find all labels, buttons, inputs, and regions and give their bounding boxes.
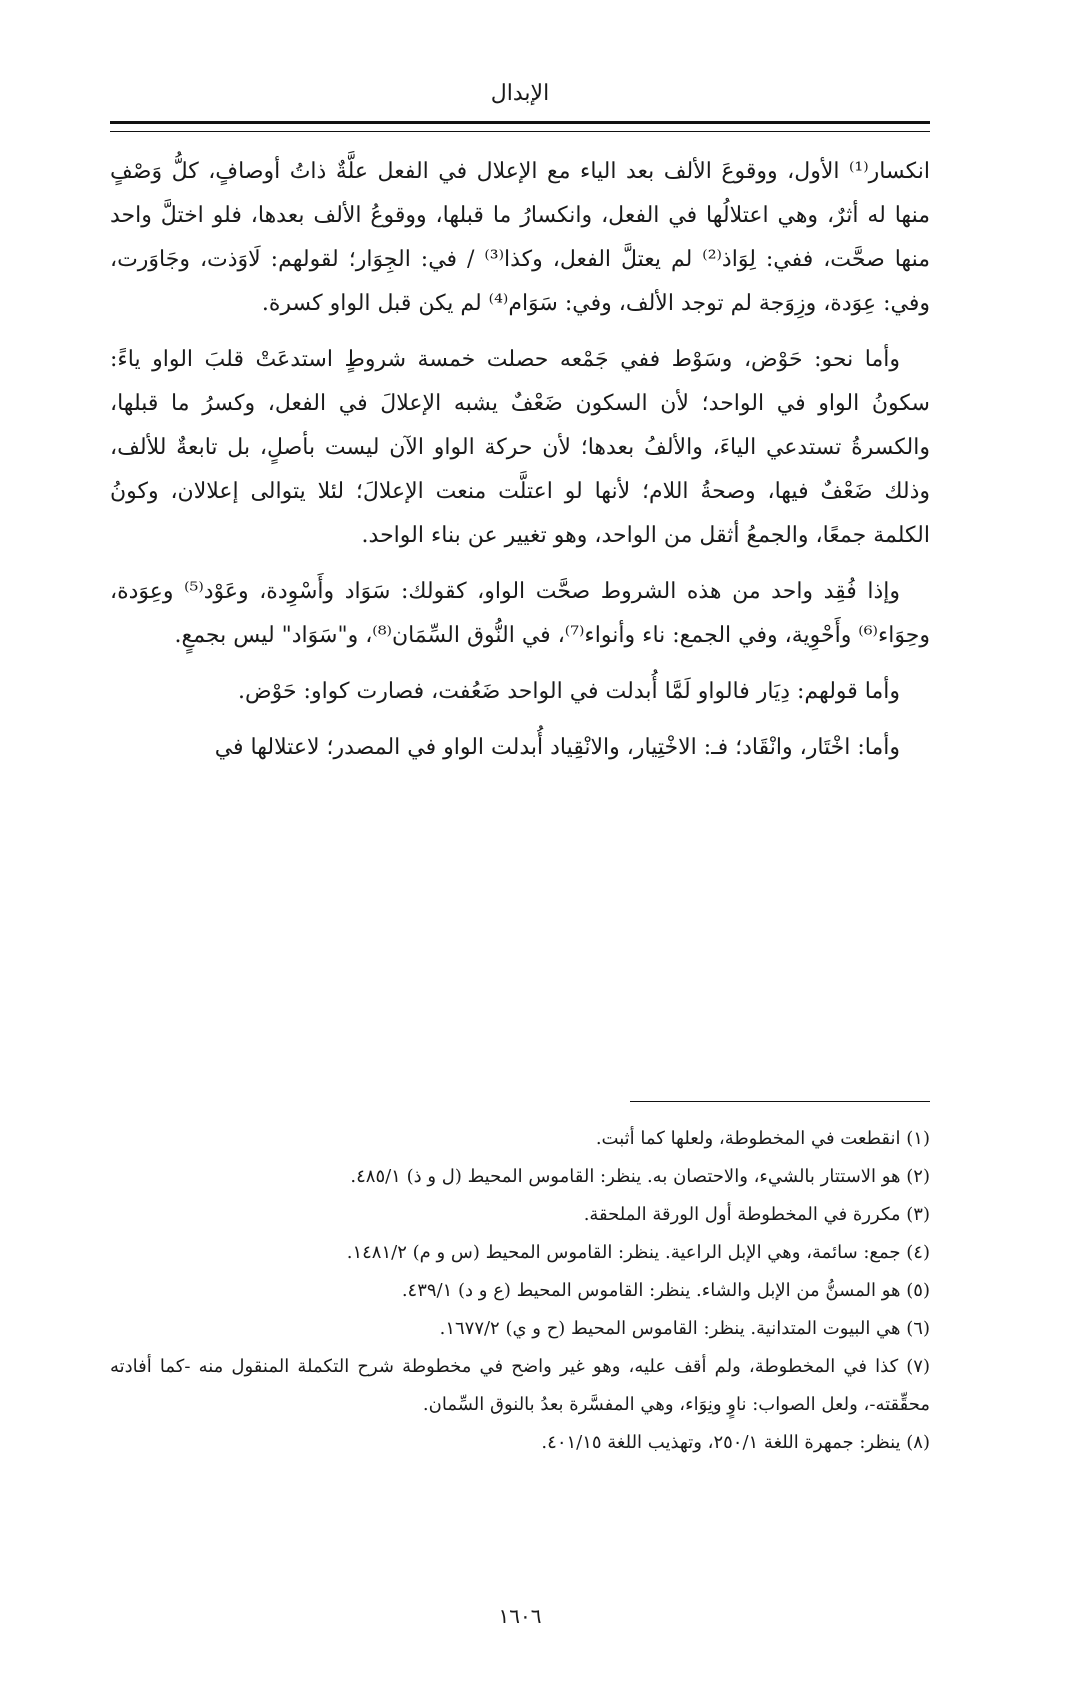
footnote: (٨) ينظر: جمهرة اللغة ٢٥٠/١، وتهذيب اللغة ٤٠١/١٥.: [541, 1432, 930, 1453]
footnotes: [110, 1120, 930, 1462]
header-rule-thick: [110, 121, 930, 124]
footnote: (١) انقطعت في المخطوطة، ولعلها كما أثبت.: [595, 1128, 930, 1149]
footnote: (٣) مكررة في المخطوطة أول الورقة الملحقة.: [583, 1204, 930, 1225]
footnote: (٧) كذا في المخطوطة، ولم أقف عليه، وهو غير واضح في مخطوطة شرح التكملة المنقول منه -كما أفادته محقِّقته-، ولعل الصواب: ناوٍ ونِوَاء، وهي المفسَّرة بعدُ بالنوق السِّمان.: [110, 1356, 930, 1415]
paragraph: وأما قولهم: دِيَار فالواو لَمَّا أُبدلت في الواحد ضَعُفت، فصارت كواو: حَوْض.: [237, 679, 900, 704]
paragraph: وإذا فُقِد واحد من هذه الشروط صحَّت الواو، كقولك: سَوَاد وأَسْوِدة، وعَوْد⁽⁵⁾ وعِوَدة، وحِوَاء⁽⁶⁾ وأَحْوِية، وفي الجمع: ناء وأنواء⁽⁷⁾، في النُّوق السِّمَان⁽⁸⁾، و"سَوَاد" ليس بجمعٍ.: [110, 579, 930, 648]
paragraph: وأما نحو: حَوْض، وسَوْط ففي جَمْعه حصلت خمسة شروطٍ استدعَتْ قلبَ الواو ياءً: سكونُ الواو في الواحد؛ لأن السكون ضَعْفٌ يشبه الإعلالَ في الفعل، وكسرُ ما قبلها، والكسرةُ تستدعي الياءَ، والألفُ بعدها؛ لأن حركة الواو الآن ليست بأصلٍ، بل تابعةٌ للألف، وذلك ضَعْفٌ فيها، وصحةُ اللام؛ لأنها لو اعتلَّت منعت الإعلالَ؛ لئلا يتوالى إعلالان، وكونُ الكلمة جمعًا، والجمعُ أثقل من الواحد، وهو تغيير عن بناء الواحد.: [110, 347, 930, 548]
footnote: (٦) هي البيوت المتدانية. ينظر: القاموس المحيط (ح و ي) ١٦٧٧/٢.: [439, 1318, 930, 1339]
paragraph: انكسار⁽¹⁾ الأول، ووقوعَ الألف بعد الياء مع الإعلال في الفعل علَّةٌ ذاتُ أوصافٍ، كلُّ وَصْفٍ منها له أثرٌ، وهي اعتلالُها في الفعل، وانكسارُ ما قبلها، ووقوعُ الألف بعدها، فلو اختلَّ واحد منها صحَّت، ففي: لِوَاذ⁽²⁾ لم يعتلَّ الفعل، وكذا⁽³⁾ / في: الجِوَار؛ لقولهم: لَاوَذت، وجَاوَرت، وفي: عِوَدة، وزِوَجة لم توجد الألف، وفي: سَوَام⁽⁴⁾ لم يكن قبل الواو كسرة.: [110, 159, 930, 316]
paragraph: وأما: اخْتَار، وانْقَاد؛ فـ: الاخْتِيار، والانْقِياد أُبدلت الواو في المصدر؛ لاعتلالها في: [214, 735, 900, 760]
footnote: (٢) هو الاستتار بالشيء، والاحتصان به. ينظر: القاموس المحيط (ل و ذ) ٤٨٥/١.: [350, 1166, 930, 1187]
body-text: [110, 150, 930, 782]
footnote-separator: [630, 1101, 930, 1102]
footnote: (٥) هو المسنُّ من الإبل والشاء. ينظر: القاموس المحيط (ع و د) ٤٣٩/١.: [401, 1280, 930, 1301]
document-page: [110, 0, 930, 1698]
header-rule-thin: [110, 131, 930, 132]
footnote: (٤) جمع: سائمة، وهي الإبل الراعية. ينظر: القاموس المحيط (س و م) ١٤٨١/٢.: [346, 1242, 930, 1263]
page-number: ١٦٠٦: [498, 1604, 542, 1628]
running-head: الإبدال: [490, 81, 550, 106]
